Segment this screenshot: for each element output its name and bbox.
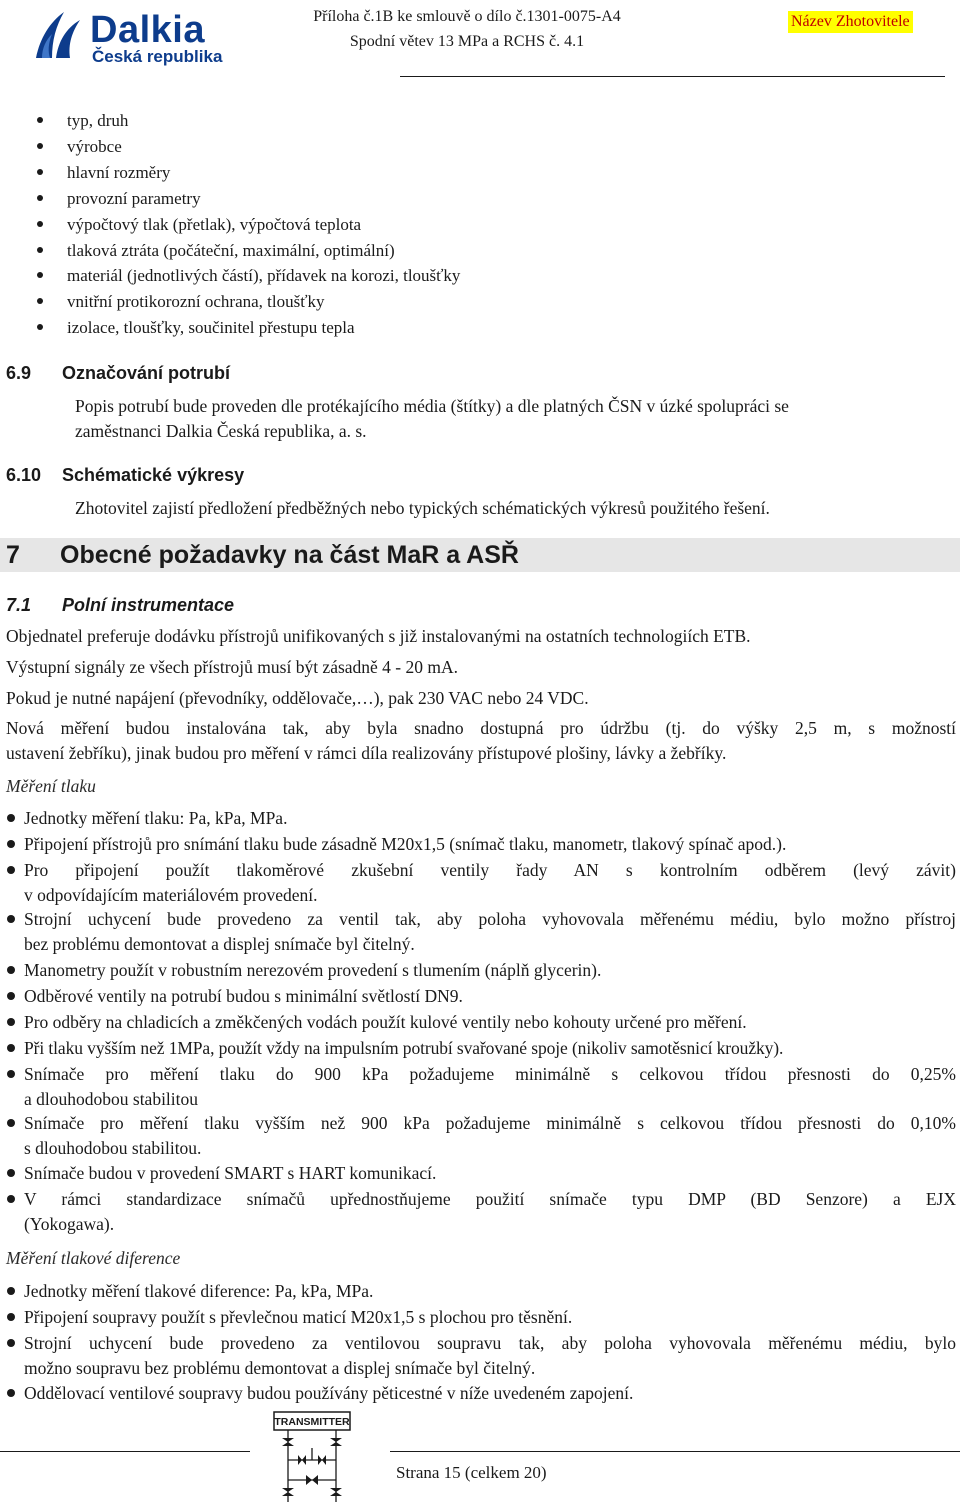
chapter-number: 7 — [6, 541, 20, 569]
bullet-icon — [7, 1313, 15, 1321]
bullet-icon — [7, 992, 15, 1000]
logo-subtitle: Česká republika — [92, 47, 223, 66]
bullet-icon — [37, 272, 43, 278]
list-item-line: v odpovídajícím materiálovém provedení. — [24, 884, 318, 905]
paragraph-line: zaměstnanci Dalkia Česká republika, a. s. — [75, 420, 367, 441]
bullet-icon — [37, 143, 43, 149]
chapter-title: Obecné požadavky na část MaR a ASŘ — [60, 541, 519, 569]
list-item — [24, 1062, 956, 1111]
contractor-name-placeholder: Název Zhotovitele — [788, 11, 913, 33]
paragraph-line: Popis potrubí bude proveden dle protékajícího média (štítky) a dle platných ČSN v úzké spolupráci se — [75, 396, 789, 416]
section-title: Polní instrumentace — [62, 595, 235, 615]
section-number: 6.10 — [6, 465, 42, 485]
valve-icon — [330, 1438, 342, 1446]
manifold-valves — [282, 1438, 342, 1496]
bullet-icon — [37, 195, 43, 201]
bullet-icon — [7, 966, 15, 974]
list-item-line: s dlouhodobou stabilitou. — [24, 1137, 202, 1158]
list-item-line: Strojní uchycení bude provedeno za ventilovou soupravu tak, aby poloha vyhovovala měřenému médiu, bylo — [24, 1333, 956, 1353]
valve-icon — [306, 1475, 318, 1485]
bullet-icon — [37, 169, 43, 175]
list-item: provozní parametry — [67, 189, 201, 208]
paragraph-line: ustavení žebříku), jinak budou pro měření v rámci díla realizovány přístupové plošiny, lávky a žebříky. — [6, 742, 727, 763]
document-reference — [282, 4, 652, 54]
bullet-icon — [37, 247, 43, 253]
paragraph: Objednatel preferuje dodávku přístrojů unifikovaných s již instalovanými na ostatních technologiích ETB. — [6, 626, 751, 646]
list-item — [24, 1111, 956, 1160]
valve-icon — [318, 1455, 326, 1465]
paragraph — [6, 716, 956, 765]
document-reference-line2: Spodní větev 13 MPa a RCHS č. 4.1 — [349, 33, 585, 50]
list-item: Manometry použít v robustním nerezovém provedení s tlumením (náplň glycerin). — [24, 960, 602, 980]
bullet-icon — [7, 814, 15, 822]
list-item: materiál (jednotlivých částí), přídavek na korozi, tloušťky — [67, 266, 461, 285]
document-reference-line1: Příloha č.1B ke smlouvě o dílo č.1301-0075-A4 — [313, 8, 621, 25]
footer-divider-left — [0, 1451, 250, 1452]
bullet-icon — [7, 866, 15, 874]
section-number: 7.1 — [6, 595, 32, 615]
list-item: Při tlaku vyšším než 1MPa, použít vždy na impulsním potrubí svařované spoje (nikoliv samotěsnicí kroužky). — [24, 1038, 784, 1058]
section-6-10-heading — [6, 465, 244, 486]
bullet-icon — [7, 1389, 15, 1397]
valve-icon — [298, 1455, 306, 1465]
paragraph-line: Nová měření budou instalována tak, aby byla snadno dostupná pro údržbu (tj. do výšky 2,5 m, s možností — [6, 718, 956, 738]
paragraph: Výstupní signály ze všech přístrojů musí být zásadně 4 - 20 mA. — [6, 657, 459, 677]
section-title: Schématické výkresy — [62, 465, 245, 485]
list-item: výrobce — [67, 137, 122, 156]
list-item — [24, 858, 956, 907]
section-6-10-text: Zhotovitel zajistí předložení předběžných nebo typických schématických výkresů použitého řešení. — [75, 498, 770, 518]
subsection-pressure-heading: Měření tlaku — [6, 776, 96, 796]
transmitter-label: TRANSMITTER — [274, 1416, 350, 1428]
valve-icon — [330, 1488, 342, 1496]
bullet-icon — [7, 1119, 15, 1127]
bullet-icon — [7, 1169, 15, 1177]
bullet-icon — [7, 1070, 15, 1078]
valve-icon — [282, 1488, 294, 1496]
list-item: Připojení přístrojů pro snímání tlaku bude zásadně M20x1,5 (snímač tlaku, manometr, tlakový spínač apod.). — [24, 834, 787, 854]
list-item-line: V rámci standardizace snímačů upřednostňujeme použití snímače typu DMP (BD Senzore) a EJX — [24, 1189, 956, 1209]
list-item: Jednotky měření tlaku: Pa, kPa, MPa. — [24, 808, 288, 828]
valve-icon — [282, 1438, 294, 1446]
transmitter-manifold-diagram — [246, 1408, 376, 1504]
bullet-icon — [37, 221, 43, 227]
list-item: tlaková ztráta (počáteční, maximální, optimální) — [67, 241, 395, 260]
footer-divider-right — [390, 1451, 960, 1452]
bullet-icon — [37, 298, 43, 304]
list-item-line: možno soupravu bez problému demontovat a displej snímače byl čitelný. — [24, 1357, 536, 1378]
bullet-icon — [37, 117, 43, 123]
logo-name: Dalkia — [90, 9, 205, 51]
manifold-lines — [288, 1430, 336, 1502]
paragraph: Pokud je nutné napájení (převodníky, oddělovače,…), pak 230 VAC nebo 24 VDC. — [6, 688, 589, 708]
subsection-diff-pressure-heading: Měření tlakové diference — [6, 1248, 181, 1268]
section-number: 6.9 — [6, 363, 32, 383]
list-item-line: bez problému demontovat a displej snímače byl čitelný. — [24, 933, 415, 954]
header-divider — [400, 76, 945, 77]
list-item-line: a dlouhodobou stabilitou — [24, 1088, 199, 1109]
bullet-icon — [7, 840, 15, 848]
list-item-line: Snímače pro měření tlaku do 900 kPa požadujeme minimálně s celkovou třídou přesnosti do 0,25% — [24, 1064, 956, 1084]
bullet-icon — [7, 1287, 15, 1295]
list-item: Pro odběry na chladicích a změkčených vodách použít kulové ventily nebo kohouty určené pro měření. — [24, 1012, 747, 1032]
bullet-icon — [7, 1195, 15, 1203]
bullet-icon — [7, 915, 15, 923]
list-item: typ, druh — [67, 111, 129, 130]
dalkia-flame-icon — [30, 8, 86, 64]
section-6-9-text — [75, 394, 789, 443]
page-header — [0, 0, 960, 80]
list-item — [24, 1187, 956, 1236]
chapter-7-heading — [6, 539, 519, 571]
list-item: Oddělovací ventilové soupravy budou používány pěticestné v níže uvedeném zapojení. — [24, 1383, 634, 1403]
section-6-9-heading — [6, 363, 230, 384]
section-title: Označování potrubí — [62, 363, 231, 383]
bullet-icon — [7, 1018, 15, 1026]
bullet-icon — [37, 324, 43, 330]
list-item-line: (Yokogawa). — [24, 1213, 115, 1234]
list-item: Připojení soupravy použít s převlečnou maticí M20x1,5 s plochou pro těsnění. — [24, 1307, 573, 1327]
list-item: Odběrové ventily na potrubí budou s minimální světlostí DN9. — [24, 986, 463, 1006]
list-item: hlavní rozměry — [67, 163, 171, 182]
list-item — [24, 1331, 956, 1380]
list-item: Snímače budou v provedení SMART s HART komunikací. — [24, 1163, 437, 1183]
list-item-line: Strojní uchycení bude provedeno za ventil tak, aby poloha vyhovovala měřenému médiu, bylo možno přístroj — [24, 909, 956, 929]
list-item-line: Pro připojení použít tlakoměrové zkušební ventily řady AN s kontrolním odběrem (levý závit) — [24, 860, 956, 880]
dalkia-logo — [30, 8, 223, 68]
list-item: izolace, tloušťky, součinitel přestupu tepla — [67, 318, 355, 337]
bullet-icon — [7, 1339, 15, 1347]
list-item: výpočtový tlak (přetlak), výpočtová teplota — [67, 215, 362, 234]
list-item: vnitřní protikorozní ochrana, tloušťky — [67, 292, 325, 311]
list-item-line: Snímače pro měření tlaku vyšším než 900 kPa požadujeme minimálně s celkovou třídou přesnosti do 0,10% — [24, 1113, 956, 1133]
list-item — [24, 907, 956, 956]
page-number: Strana 15 (celkem 20) — [396, 1463, 547, 1482]
list-item: Jednotky měření tlakové diference: Pa, kPa, MPa. — [24, 1281, 374, 1301]
section-7-1-heading — [6, 595, 234, 616]
bullet-icon — [7, 1044, 15, 1052]
